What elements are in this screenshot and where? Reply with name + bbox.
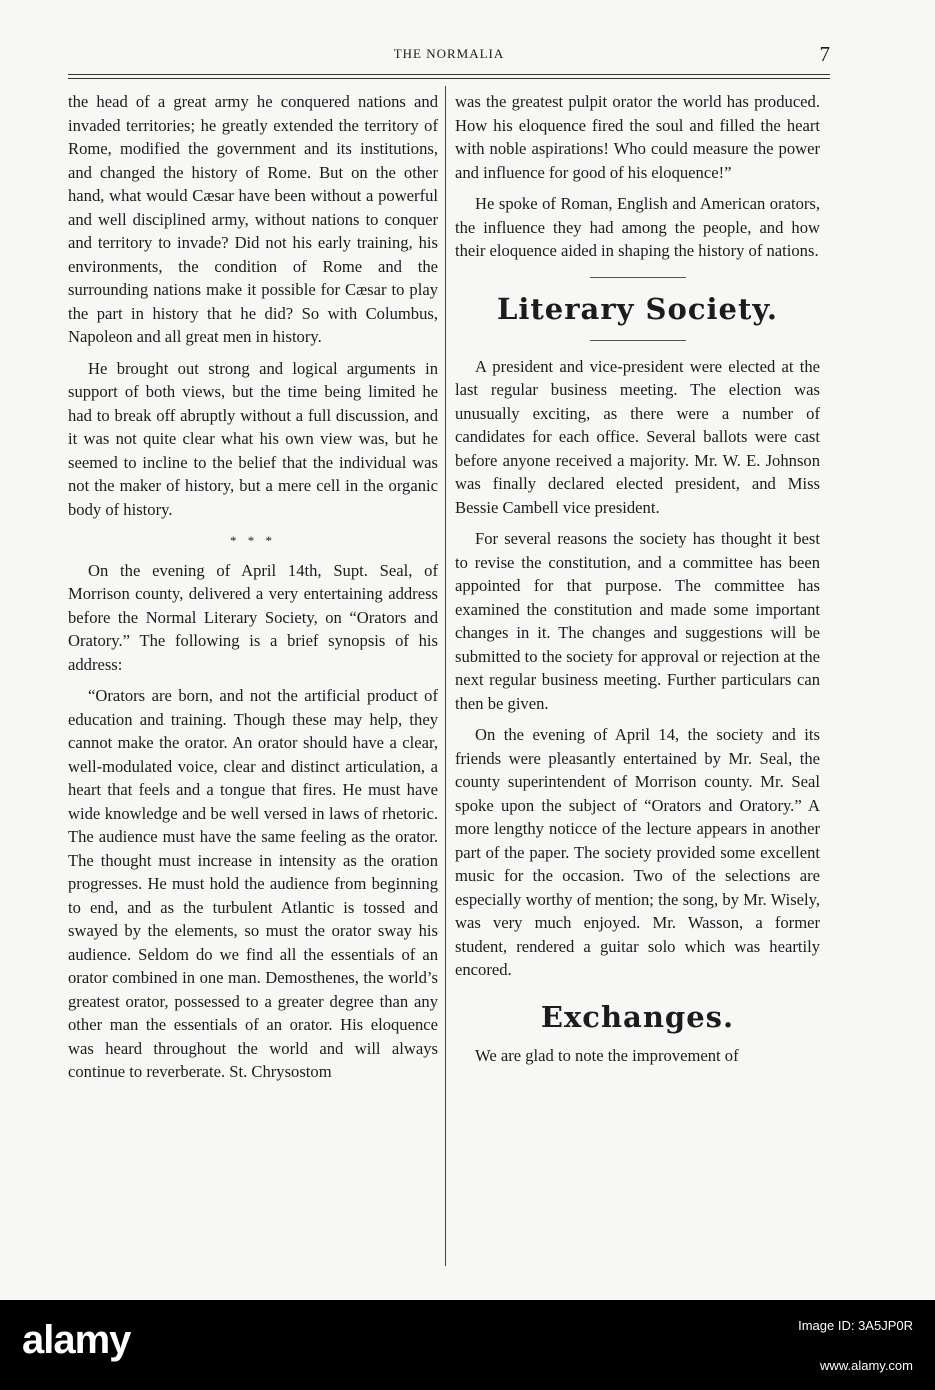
stock-footer-bar: [0, 1300, 935, 1390]
heading-literary-society: Literary Society.: [497, 291, 778, 326]
image-id-label: Image ID: 3A5JP0R: [798, 1318, 913, 1333]
running-title: THE NORMALIA: [393, 46, 505, 61]
short-rule-2: [590, 340, 686, 341]
section-stars: * * *: [230, 533, 276, 548]
header-rule-bottom: [68, 78, 830, 79]
right-paragraph-5: On the evening of April 14, the society and its friends were pleasantly entertained by Mr. Seal, the county superintendent of Morrison county. Mr. Seal spoke upon the subject of “Orators and Oratory.” A more lengthy noticce of the lecture appears in another part of the paper. The society provided some excellent music for the occasion. Two of the selections are especially worthy of mention; the song, by Mr. Wisely, was very much enjoyed. Mr. Wasson, a former student, rendered a guitar solo which was heartily encored.: [455, 725, 820, 979]
right-paragraph-2: He spoke of Roman, English and American orators, the influence they had among the people, and how their eloquence aided in shaping the history of nations.: [455, 194, 820, 260]
left-paragraph-1: the head of a great army he conquered nations and invaded territories; he greatly extended the territory of Rome, modified the government and its institutions, and changed the history of Rome. But on the other hand, what would Cæsar have been without a powerful and well disciplined army, without nations to conquer and territory to invade? Did not his early training, his environments, the condition of Rome and the surrounding nations make it possible for Cæsar to play the part in history that he did? So with Columbus, Napoleon and all great men in history.: [68, 92, 438, 346]
right-paragraph-1: was the greatest pulpit orator the world has produced. How his eloquence fired the soul and filled the heart with noble aspirations! Who could measure the power and influence for good of his eloquence!”: [455, 92, 820, 182]
right-paragraph-4: For several reasons the society has thought it best to revise the constitution, and a committee has been appointed for that purpose. The committee has examined the constitution and made some important changes in it. The changes and suggestions will be submitted to the society for approval or rejection at the next regular business meeting. Further particulars can then be given.: [455, 529, 820, 713]
short-rule-1: [590, 277, 686, 278]
left-paragraph-3: On the evening of April 14th, Supt. Seal, of Morrison county, delivered a very entertaining address before the Normal Literary Society, on “Orators and Oratory.” The following is a brief synopsis of his address:: [68, 560, 438, 674]
left-column: [68, 90, 438, 1092]
left-paragraph-2: He brought out strong and logical arguments in support of both views, but the time being limited he had to break off abruptly without a full discussion, and it was not quite clear what his own view was, but he seemed to incline to the belief that the individual was not the maker of history, but a mere cell in the organic body of history.: [68, 358, 438, 519]
page-header: [68, 42, 830, 70]
right-paragraph-6: We are glad to note the improvement of: [475, 1045, 739, 1065]
page-number: 7: [819, 42, 830, 66]
right-column: [455, 90, 820, 1075]
alamy-logo: alamy: [22, 1318, 131, 1362]
column-divider: [445, 86, 446, 1266]
header-rule-top: [68, 74, 830, 75]
right-paragraph-3: A president and vice-president were elected at the last regular business meeting. The election was unusually exciting, as there were a number of candidates for each office. Several ballots were cast before anyone received a majority. Mr. W. E. Johnson was finally declared elected president, and Miss Bessie Cambell vice president.: [455, 356, 820, 517]
heading-exchanges: Exchanges.: [540, 999, 735, 1034]
left-paragraph-4: “Orators are born, and not the artificial product of education and training. Though these may help, they cannot make the orator. An orator should have a clear, well-modulated voice, clear and distinct articulation, a heart that feels and a tongue that fires. He must have wide knowledge and be well versed in laws of rhetoric. The audience must have the same feeling as the orator. The thought must increase in intensity as the oration progresses. He must hold the audience from beginning to end, and as the turbulent Atlantic is tossed and swayed by the elements, so must the orator sway his audience. Seldom do we find all the essentials of an orator combined in one man. Demosthenes, the world’s greatest orator, possessed to a greater degree than any other man the essentials of an orator. His eloquence was heard throughout the world and will always continue to reverberate. St. Chrysostom: [68, 686, 438, 1081]
stock-url-label: www.alamy.com: [820, 1358, 913, 1373]
